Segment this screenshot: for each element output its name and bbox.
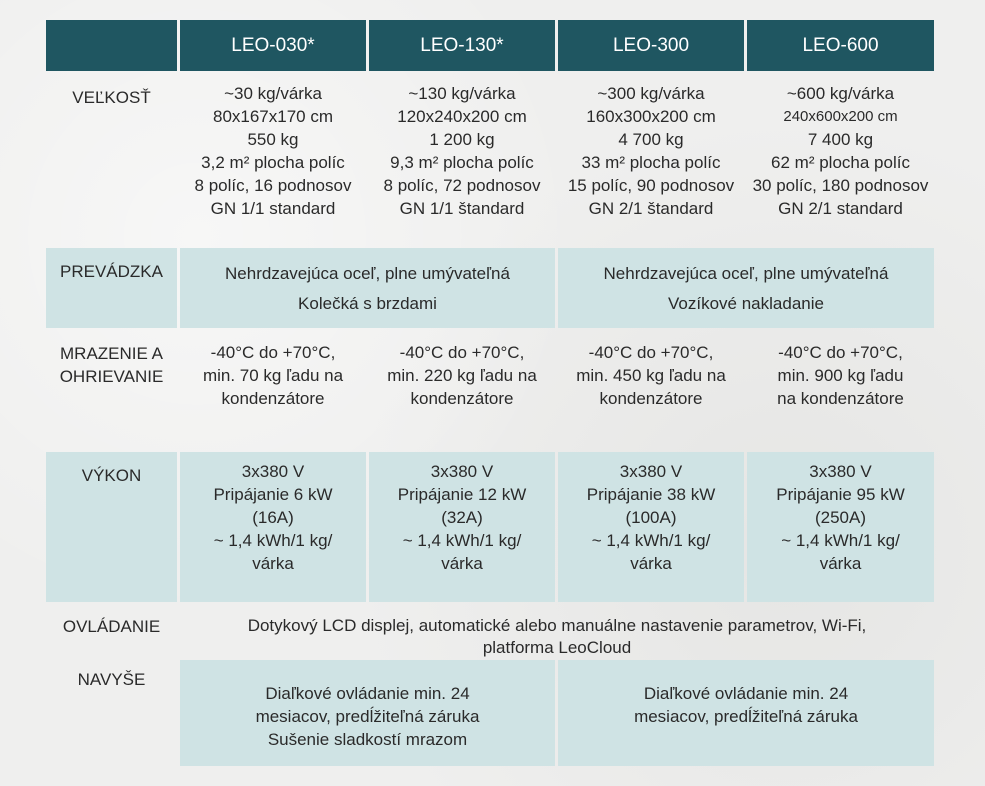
spec-line: ~ 1,4 kWh/1 kg/ [781,531,900,550]
spec-line: min. 450 kg ľadu na [576,366,726,385]
spec-line: -40°C do +70°C, [399,343,525,362]
header-label: LEO-300 [612,35,690,56]
header-leo-030 [180,20,366,71]
row-label: PREVÁDZKA [60,262,163,281]
spec-line: 3x380 V [241,462,305,481]
spec-line: Kolečká s brzdami [298,294,437,313]
header-label: LEO-030* [231,35,315,56]
spec-line: Vozíkové nakladanie [668,294,824,313]
spec-line: Pripájanie 38 kW [586,485,716,504]
spec-line: -40°C do +70°C, [210,343,336,362]
spec-line: min. 220 kg ľadu na [387,366,537,385]
spec-line: ~600 kg/várka [786,84,895,103]
vykon-leo-130 [369,452,555,602]
velkost-leo-130 [369,74,555,245]
spec-line: várka [441,554,483,573]
navyse-right [558,660,934,766]
spec-line: min. 70 kg ľadu na [202,366,344,385]
spec-line: 160x300x200 cm [586,107,716,126]
spec-line: GN 2/1 štandard [588,199,714,218]
row-label-navyse [46,660,177,766]
header-leo-600 [747,20,934,71]
prevadzka-right [558,248,934,328]
header-leo-300 [558,20,744,71]
spec-line: Diaľkové ovládanie min. 24 [643,684,849,703]
row-label-vykon [46,452,177,602]
spec-line: GN 2/1 standard [778,199,903,218]
spec-line: 7 400 kg [807,130,874,149]
spec-line: Pripájanie 95 kW [776,485,905,504]
spec-line: várka [630,554,672,573]
row-label-ovladanie [46,605,177,657]
spec-line: mesiacov, predĺžiteľná záruka [255,707,480,726]
mrazenie-leo-030 [180,331,366,449]
header-leo-130 [369,20,555,71]
spec-line: 33 m² plocha políc [581,153,721,172]
spec-line: várka [252,554,294,573]
row-label: OHRIEVANIE [59,367,164,386]
vykon-leo-030 [180,452,366,602]
vykon-leo-300 [558,452,744,602]
spec-line: kondenzátore [221,389,325,408]
spec-line: (250A) [814,508,867,527]
spec-line: ~ 1,4 kWh/1 kg/ [213,531,333,550]
spec-line: GN 1/1 štandard [399,199,525,218]
spec-line: 8 políc, 16 podnosov [194,176,352,195]
mrazenie-leo-600 [747,331,934,449]
spec-line: (16A) [252,508,294,527]
header-label: LEO-130* [420,35,504,56]
spec-line: 3,2 m² plocha políc [201,153,345,172]
spec-line: Sušenie sladkostí mrazom [267,730,468,749]
spec-line: 3x380 V [430,462,494,481]
spec-line: (32A) [441,508,483,527]
spec-line: 62 m² plocha políc [771,153,910,172]
row-label: NAVYŠE [77,670,146,689]
spec-line: 8 políc, 72 podnosov [383,176,541,195]
spec-line: Dotykový LCD displej, automatické alebo manuálne nastavenie parametrov, Wi-Fi, [247,616,867,635]
spec-line: -40°C do +70°C, [778,343,903,362]
row-label-velkost [46,74,177,245]
spec-line: várka [819,554,862,573]
row-label-prevadzka [46,248,177,328]
velkost-leo-030 [180,74,366,245]
ovladanie-content [180,605,934,657]
spec-line: mesiacov, predĺžiteľná záruka [634,707,858,726]
row-label: MRAZENIE A [60,344,163,363]
spec-line: Pripájanie 6 kW [213,485,333,504]
row-label: OVLÁDANIE [62,617,161,636]
row-label-mrazenie [46,331,177,449]
spec-line: kondenzátore [599,389,703,408]
spec-line: 1 200 kg [429,130,495,149]
spec-line: 30 políc, 180 podnosov [752,176,929,195]
spec-line: 120x240x200 cm [397,107,527,126]
spec-line: ~300 kg/várka [597,84,705,103]
spec-line: GN 1/1 standard [210,199,336,218]
spec-line: Diaľkové ovládanie min. 24 [265,684,470,703]
spec-line: (100A) [625,508,677,527]
header-corner [46,20,177,71]
mrazenie-leo-130 [369,331,555,449]
spec-line: 80x167x170 cm [212,107,334,126]
prevadzka-left [180,248,555,328]
spec-line: na kondenzátore [777,389,904,408]
mrazenie-leo-300 [558,331,744,449]
navyse-left [180,660,555,766]
spec-line: ~130 kg/várka [408,84,516,103]
spec-line: Nehrdzavejúca oceľ, plne umývateľná [603,264,889,283]
spec-line: kondenzátore [410,389,514,408]
spec-line: ~ 1,4 kWh/1 kg/ [402,531,522,550]
spec-line: Nehrdzavejúca oceľ, plne umývateľná [225,264,510,283]
spec-line: -40°C do +70°C, [588,343,714,362]
spec-line: ~ 1,4 kWh/1 kg/ [591,531,711,550]
header-label: LEO-600 [802,35,879,56]
vykon-leo-600 [747,452,934,602]
spec-line: Pripájanie 12 kW [397,485,527,504]
spec-line: 15 políc, 90 podnosov [567,176,735,195]
spec-line: 3x380 V [809,462,872,481]
spec-line: 3x380 V [619,462,683,481]
spec-line: 9,3 m² plocha políc [390,153,534,172]
spec-line: 4 700 kg [618,130,684,149]
spec-line: ~30 kg/várka [224,84,322,103]
spec-line: min. 900 kg ľadu [777,366,904,385]
row-label: VÝKON [81,466,142,485]
velkost-leo-600 [747,74,934,245]
velkost-leo-300 [558,74,744,245]
spec-line: 240x600x200 cm [783,108,898,125]
spec-line: 550 kg [247,130,299,149]
row-label: VEĽKOSŤ [72,88,151,107]
spec-line: platforma LeoCloud [482,638,632,657]
